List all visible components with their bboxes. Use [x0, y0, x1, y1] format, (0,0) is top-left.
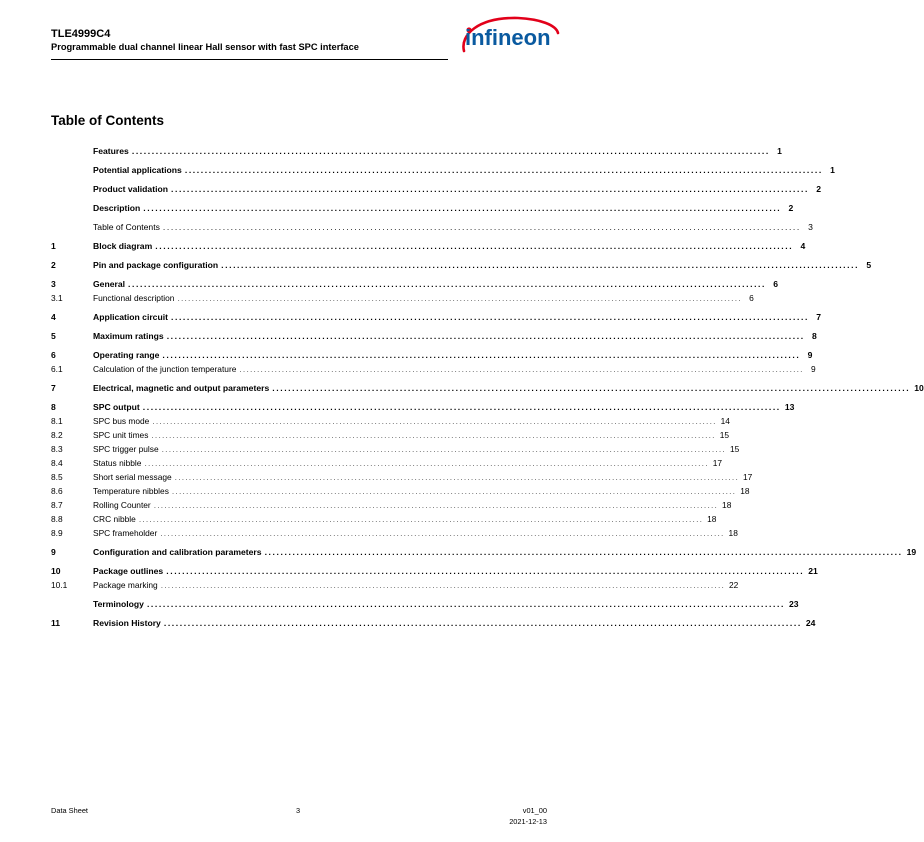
- toc-entry-title[interactable]: Application circuit: [93, 312, 168, 322]
- toc-entry[interactable]: [51, 527, 738, 539]
- toc-entry[interactable]: [51, 311, 821, 323]
- dot-leader: ................................................................................................................................................................: [131, 146, 770, 156]
- toc-entry-title[interactable]: SPC output: [93, 402, 140, 412]
- dot-leader: ................................................................................................................................................................: [166, 331, 805, 341]
- toc-entry-page[interactable]: 23: [788, 599, 799, 609]
- toc-entry[interactable]: [51, 471, 753, 483]
- dot-leader: ................................................................................................................................................................: [184, 165, 823, 175]
- toc-entry-title[interactable]: CRC nibble: [93, 514, 136, 524]
- toc-entry-title[interactable]: Block diagram: [93, 241, 153, 251]
- toc-entry-page[interactable]: 5: [866, 260, 872, 270]
- toc-entry-page[interactable]: 1: [777, 146, 782, 156]
- toc-entry[interactable]: [51, 513, 717, 525]
- toc-entry[interactable]: [51, 183, 821, 195]
- dot-leader: ................................................................................................................................................................: [152, 416, 717, 426]
- toc-entry-title[interactable]: SPC bus mode: [93, 416, 150, 426]
- dot-leader: ................................................................................................................................................................: [171, 486, 737, 496]
- toc-entry-page[interactable]: 1: [830, 165, 835, 175]
- dot-leader: ................................................................................................................................................................: [174, 472, 739, 482]
- toc-entry[interactable]: [51, 164, 835, 176]
- toc-entry-page[interactable]: 10: [914, 383, 924, 393]
- toc-entry-number: 2: [51, 260, 56, 270]
- toc-entry-page[interactable]: 8: [811, 331, 817, 341]
- toc-entry[interactable]: [51, 579, 739, 591]
- toc-entry-page[interactable]: 9: [807, 350, 813, 360]
- dot-leader: ................................................................................................................................................................: [239, 364, 804, 374]
- product-subtitle: Programmable dual channel linear Hall sensor with fast SPC interface: [51, 42, 359, 52]
- dot-leader: ................................................................................................................................................................: [160, 580, 726, 590]
- toc-entry-title[interactable]: Rolling Counter: [93, 500, 151, 510]
- toc-entry-title[interactable]: Configuration and calibration parameters: [93, 547, 262, 557]
- toc-entry-page[interactable]: 6: [773, 279, 779, 289]
- footer-doc-type: Data Sheet: [51, 806, 88, 815]
- toc-entry-page[interactable]: 24: [805, 618, 816, 628]
- toc-entry[interactable]: [51, 546, 917, 558]
- toc-entry-title[interactable]: Terminology: [93, 599, 144, 609]
- logo-text: infineon: [465, 25, 551, 50]
- infineon-logo: [458, 15, 562, 59]
- toc-entry[interactable]: [51, 401, 795, 413]
- toc-entry-title[interactable]: General: [93, 279, 126, 289]
- toc-entry-page[interactable]: 17: [742, 472, 753, 482]
- dot-leader: ................................................................................................................................................................: [163, 618, 802, 628]
- toc-entry[interactable]: [51, 565, 818, 577]
- dot-leader: ................................................................................................................................................................: [138, 514, 704, 524]
- toc-entry-page[interactable]: 2: [816, 184, 821, 194]
- dot-leader: ................................................................................................................................................................: [144, 458, 709, 468]
- toc-entry-title[interactable]: Temperature nibbles: [93, 486, 169, 496]
- toc-entry-page[interactable]: 14: [720, 416, 730, 426]
- dot-leader: ................................................................................................................................................................: [162, 350, 801, 360]
- toc-entry-number: 5: [51, 331, 56, 341]
- toc-entry-title[interactable]: Maximum ratings: [93, 331, 164, 341]
- toc-entry[interactable]: [51, 145, 782, 157]
- toc-entry-title[interactable]: Package outlines: [93, 566, 164, 576]
- toc-entry[interactable]: [51, 278, 779, 290]
- toc-entry-number: 11: [51, 618, 61, 628]
- toc-entry-number: 8.8: [51, 514, 63, 524]
- toc-entry-title[interactable]: Status nibble: [93, 458, 142, 468]
- toc-entry-page[interactable]: 21: [808, 566, 818, 576]
- product-name: TLE4999C4: [51, 28, 111, 40]
- footer-version: v01_00: [522, 806, 547, 815]
- toc-entry[interactable]: [51, 429, 730, 441]
- toc-entry-page[interactable]: 18: [740, 486, 750, 496]
- toc-entry-page[interactable]: 22: [729, 580, 739, 590]
- dot-leader: ................................................................................................................................................................: [170, 312, 809, 322]
- toc-entry-number: 10: [51, 566, 61, 576]
- dot-leader: ................................................................................................................................................................: [143, 203, 782, 213]
- toc-entry[interactable]: [51, 457, 723, 469]
- toc-entry-page[interactable]: 2: [788, 203, 794, 213]
- toc-entry[interactable]: [51, 415, 730, 427]
- toc-entry[interactable]: [51, 382, 924, 394]
- toc-entry-page[interactable]: 19: [906, 547, 917, 557]
- dot-leader: ................................................................................................................................................................: [272, 383, 911, 393]
- dot-leader: ................................................................................................................................................................: [153, 500, 719, 510]
- toc-entry-number: 7: [51, 383, 56, 393]
- toc-entry[interactable]: [51, 617, 816, 629]
- toc-entry-title[interactable]: Package marking: [93, 580, 158, 590]
- toc-entry-page[interactable]: 17: [712, 458, 723, 468]
- toc-entry[interactable]: [51, 485, 750, 497]
- dot-leader: ................................................................................................................................................................: [162, 222, 801, 232]
- toc-entry-title[interactable]: Table of Contents: [93, 222, 160, 232]
- toc-entry-number: 3.1: [51, 293, 63, 303]
- toc-entry-page[interactable]: 15: [719, 430, 730, 440]
- dot-leader: ................................................................................................................................................................: [177, 293, 742, 303]
- dot-leader: ................................................................................................................................................................: [170, 184, 809, 194]
- toc-entry-number: 4: [51, 312, 56, 322]
- toc-entry-title[interactable]: SPC unit times: [93, 430, 149, 440]
- dot-leader: ................................................................................................................................................................: [166, 566, 805, 576]
- toc-entry[interactable]: [51, 499, 732, 511]
- toc-entry-page[interactable]: 15: [729, 444, 740, 454]
- toc-entry-title[interactable]: Calculation of the junction temperature: [93, 364, 237, 374]
- dot-leader: ................................................................................................................................................................: [151, 430, 716, 440]
- toc-entry[interactable]: [51, 202, 794, 214]
- toc-entry-title[interactable]: Operating range: [93, 350, 160, 360]
- toc-entry-number: 6: [51, 350, 56, 360]
- toc-entry-number: 8.7: [51, 500, 63, 510]
- toc-entry-page[interactable]: 6: [749, 293, 754, 303]
- toc-entry-title[interactable]: Revision History: [93, 618, 161, 628]
- dot-leader: ................................................................................................................................................................: [264, 547, 903, 557]
- toc-entry-number: 8.2: [51, 430, 63, 440]
- toc-entry-page[interactable]: 18: [728, 528, 738, 538]
- dot-leader: ................................................................................................................................................................: [128, 279, 767, 289]
- footer-page-number: 3: [296, 806, 301, 815]
- toc-entry-page[interactable]: 4: [800, 241, 806, 251]
- toc-entry[interactable]: [51, 363, 816, 375]
- toc-entry-number: 1: [51, 241, 56, 251]
- toc-entry-title[interactable]: Pin and package configuration: [93, 260, 219, 270]
- toc-entry-title[interactable]: Short serial message: [93, 472, 172, 482]
- dot-leader: ................................................................................................................................................................: [146, 599, 785, 609]
- toc-entry-number: 8: [51, 402, 56, 412]
- toc-entry-number: 9: [51, 547, 56, 557]
- toc-entry-number: 8.4: [51, 458, 63, 468]
- toc-entry[interactable]: [51, 443, 740, 455]
- toc-entry-page[interactable]: 18: [707, 514, 717, 524]
- toc-entry-number: 6.1: [51, 364, 63, 374]
- toc-entry-title[interactable]: Description: [93, 203, 141, 213]
- toc-entry-number: 3: [51, 279, 56, 289]
- toc-entry-title[interactable]: Electrical, magnetic and output parameters: [93, 383, 270, 393]
- toc-entry[interactable]: [51, 598, 799, 610]
- footer-date: 2021-12-13: [509, 817, 547, 826]
- dot-leader: ................................................................................................................................................................: [160, 528, 725, 538]
- toc-entry-number: 8.1: [51, 416, 63, 426]
- toc-entry[interactable]: [51, 221, 813, 233]
- toc-entry[interactable]: [51, 259, 872, 271]
- toc-entry[interactable]: [51, 330, 817, 342]
- toc-entry-page[interactable]: 3: [808, 222, 813, 232]
- toc-entry-page[interactable]: 9: [811, 364, 816, 374]
- toc-entry-number: 8.9: [51, 528, 63, 538]
- toc-heading: Table of Contents: [51, 113, 164, 128]
- toc-entry[interactable]: [51, 240, 806, 252]
- toc-entry-title[interactable]: SPC frameholder: [93, 528, 158, 538]
- toc-entry[interactable]: [51, 292, 754, 304]
- dot-leader: ................................................................................................................................................................: [221, 260, 860, 270]
- toc-entry-title[interactable]: Product validation: [93, 184, 168, 194]
- toc-entry-title[interactable]: SPC trigger pulse: [93, 444, 159, 454]
- dot-leader: ................................................................................................................................................................: [142, 402, 781, 412]
- toc-entry-page[interactable]: 18: [722, 500, 732, 510]
- toc-entry[interactable]: [51, 349, 813, 361]
- dot-leader: ................................................................................................................................................................: [155, 241, 794, 251]
- toc-entry-title[interactable]: Potential applications: [93, 165, 182, 175]
- toc-entry-title[interactable]: Functional description: [93, 293, 175, 303]
- toc-entry-page[interactable]: 7: [816, 312, 821, 322]
- header-rule: [51, 59, 448, 60]
- toc-entry-title[interactable]: Features: [93, 146, 129, 156]
- dot-leader: ................................................................................................................................................................: [161, 444, 726, 454]
- toc-entry-number: 10.1: [51, 580, 68, 590]
- toc-entry-number: 8.5: [51, 472, 63, 482]
- toc-entry-number: 8.3: [51, 444, 63, 454]
- toc-entry-number: 8.6: [51, 486, 63, 496]
- toc-entry-page[interactable]: 13: [784, 402, 795, 412]
